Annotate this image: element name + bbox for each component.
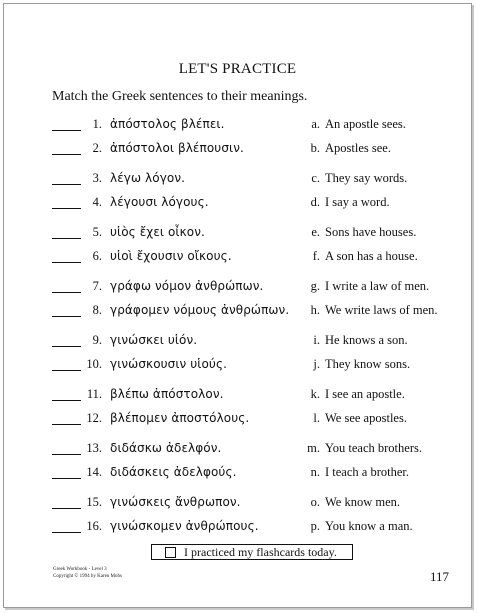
english-meaning: You know a man.	[325, 519, 413, 533]
greek-sentence: γινώσκουσιν υἱούς.	[110, 357, 228, 371]
answer-blank[interactable]	[52, 478, 81, 479]
english-meaning: An apostle sees.	[325, 117, 406, 131]
flashcards-box	[151, 544, 353, 560]
greek-sentence: γράφομεν νόμους ἀνθρώπων.	[110, 303, 290, 317]
footer-workbook: Greek Workbook - Level 3	[53, 567, 107, 572]
meaning-letter: f.	[312, 249, 320, 263]
english-meaning: He knows a son.	[325, 333, 408, 347]
meaning-letter: n.	[310, 465, 320, 479]
item-number: 15.	[86, 495, 102, 509]
answer-blank[interactable]	[52, 424, 81, 425]
meaning-letter: p.	[310, 519, 320, 533]
item-number: 7.	[92, 279, 102, 293]
item-number: 10.	[86, 357, 102, 371]
english-meaning: Apostles see.	[325, 141, 391, 155]
meaning-letter: d.	[310, 195, 320, 209]
instructions: Match the Greek sentences to their meanings.	[52, 89, 308, 104]
answer-blank[interactable]	[52, 346, 81, 347]
greek-sentence: γράφω νόμον ἀνθρώπων.	[110, 279, 264, 293]
greek-sentence: υἱοὶ ἔχουσιν οἴκους.	[110, 249, 232, 263]
meaning-letter: l.	[313, 411, 320, 425]
english-meaning: Sons have houses.	[325, 225, 417, 239]
english-meaning: They say words.	[325, 171, 408, 185]
list-item	[4, 195, 471, 213]
answer-blank[interactable]	[52, 370, 81, 371]
greek-sentence: ἀπόστολοι βλέπουσιν.	[110, 141, 244, 155]
answer-blank[interactable]	[52, 316, 81, 317]
meaning-letter: o.	[310, 495, 320, 509]
english-meaning: I see an apostle.	[325, 387, 405, 401]
answer-blank[interactable]	[52, 508, 81, 509]
answer-blank[interactable]	[52, 454, 81, 455]
answer-blank[interactable]	[52, 238, 81, 239]
footer-copyright: Copyright © 1994 by Karen Mohs	[53, 574, 122, 579]
item-number: 13.	[86, 441, 102, 455]
greek-sentence: διδάσκω ἀδελφόν.	[110, 441, 222, 455]
greek-sentence: λέγουσι λόγους.	[110, 195, 209, 209]
greek-sentence: ἀπόστολος βλέπει.	[110, 117, 225, 131]
list-item	[4, 333, 471, 351]
list-item	[4, 357, 471, 375]
list-item	[4, 303, 471, 321]
worksheet-page	[3, 3, 472, 608]
item-number: 4.	[92, 195, 102, 209]
list-item	[4, 225, 471, 243]
page-title: LET'S PRACTICE	[178, 61, 297, 77]
list-item	[4, 387, 471, 405]
item-number: 5.	[92, 225, 102, 239]
greek-sentence: βλέπω ἀπόστολον.	[110, 387, 224, 401]
item-number: 8.	[92, 303, 102, 317]
greek-sentence: γινώσκεις ἄνθρωπον.	[110, 495, 241, 509]
list-item	[4, 141, 471, 159]
english-meaning: I say a word.	[325, 195, 390, 209]
answer-blank[interactable]	[52, 400, 81, 401]
meaning-letter: i.	[313, 333, 320, 347]
greek-sentence: λέγω λόγον.	[110, 171, 186, 185]
flashcards-checkbox[interactable]	[165, 547, 176, 558]
english-meaning: I write a law of men.	[325, 279, 430, 293]
english-meaning: We write laws of men.	[325, 303, 438, 317]
meaning-letter: b.	[310, 141, 320, 155]
item-number: 1.	[92, 117, 102, 131]
list-item	[4, 519, 471, 537]
item-number: 9.	[92, 333, 102, 347]
item-number: 12.	[86, 411, 102, 425]
meaning-letter: c.	[311, 171, 320, 185]
meaning-letter: j.	[313, 357, 320, 371]
answer-blank[interactable]	[52, 130, 81, 131]
page-number: 117	[430, 569, 450, 584]
greek-sentence: γινώσκομεν ἀνθρώπους.	[110, 519, 259, 533]
english-meaning: They know sons.	[325, 357, 411, 371]
greek-sentence: υἱὸς ἔχει οἶκον.	[110, 225, 205, 239]
greek-sentence: γινώσκει υἱόν.	[110, 333, 198, 347]
greek-sentence: βλέπομεν ἀποστόλους.	[110, 411, 250, 425]
english-meaning: A son has a house.	[325, 249, 418, 263]
flashcards-label: I practiced my flashcards today.	[184, 545, 337, 559]
list-item	[4, 249, 471, 267]
item-number: 14.	[86, 465, 102, 479]
meaning-letter: m.	[307, 441, 320, 455]
item-number: 6.	[92, 249, 102, 263]
english-meaning: I teach a brother.	[325, 465, 409, 479]
english-meaning: We know men.	[325, 495, 401, 509]
meaning-letter: e.	[311, 225, 320, 239]
answer-blank[interactable]	[52, 154, 81, 155]
answer-blank[interactable]	[52, 262, 81, 263]
list-item	[4, 171, 471, 189]
answer-blank[interactable]	[52, 208, 81, 209]
item-number: 3.	[92, 171, 102, 185]
answer-blank[interactable]	[52, 184, 81, 185]
list-item	[4, 495, 471, 513]
english-meaning: We see apostles.	[325, 411, 407, 425]
list-item	[4, 411, 471, 429]
list-item	[4, 117, 471, 135]
english-meaning: You teach brothers.	[325, 441, 422, 455]
meaning-letter: a.	[311, 117, 320, 131]
greek-sentence: διδάσκεις ἀδελφούς.	[110, 465, 237, 479]
list-item	[4, 441, 471, 459]
answer-blank[interactable]	[52, 532, 81, 533]
item-number: 11.	[86, 387, 102, 401]
item-number: 16.	[86, 519, 102, 533]
list-item	[4, 465, 471, 483]
answer-blank[interactable]	[52, 292, 81, 293]
item-number: 2.	[92, 141, 102, 155]
meaning-letter: k.	[310, 387, 320, 401]
meaning-letter: g.	[310, 279, 320, 293]
list-item	[4, 279, 471, 297]
meaning-letter: h.	[310, 303, 320, 317]
